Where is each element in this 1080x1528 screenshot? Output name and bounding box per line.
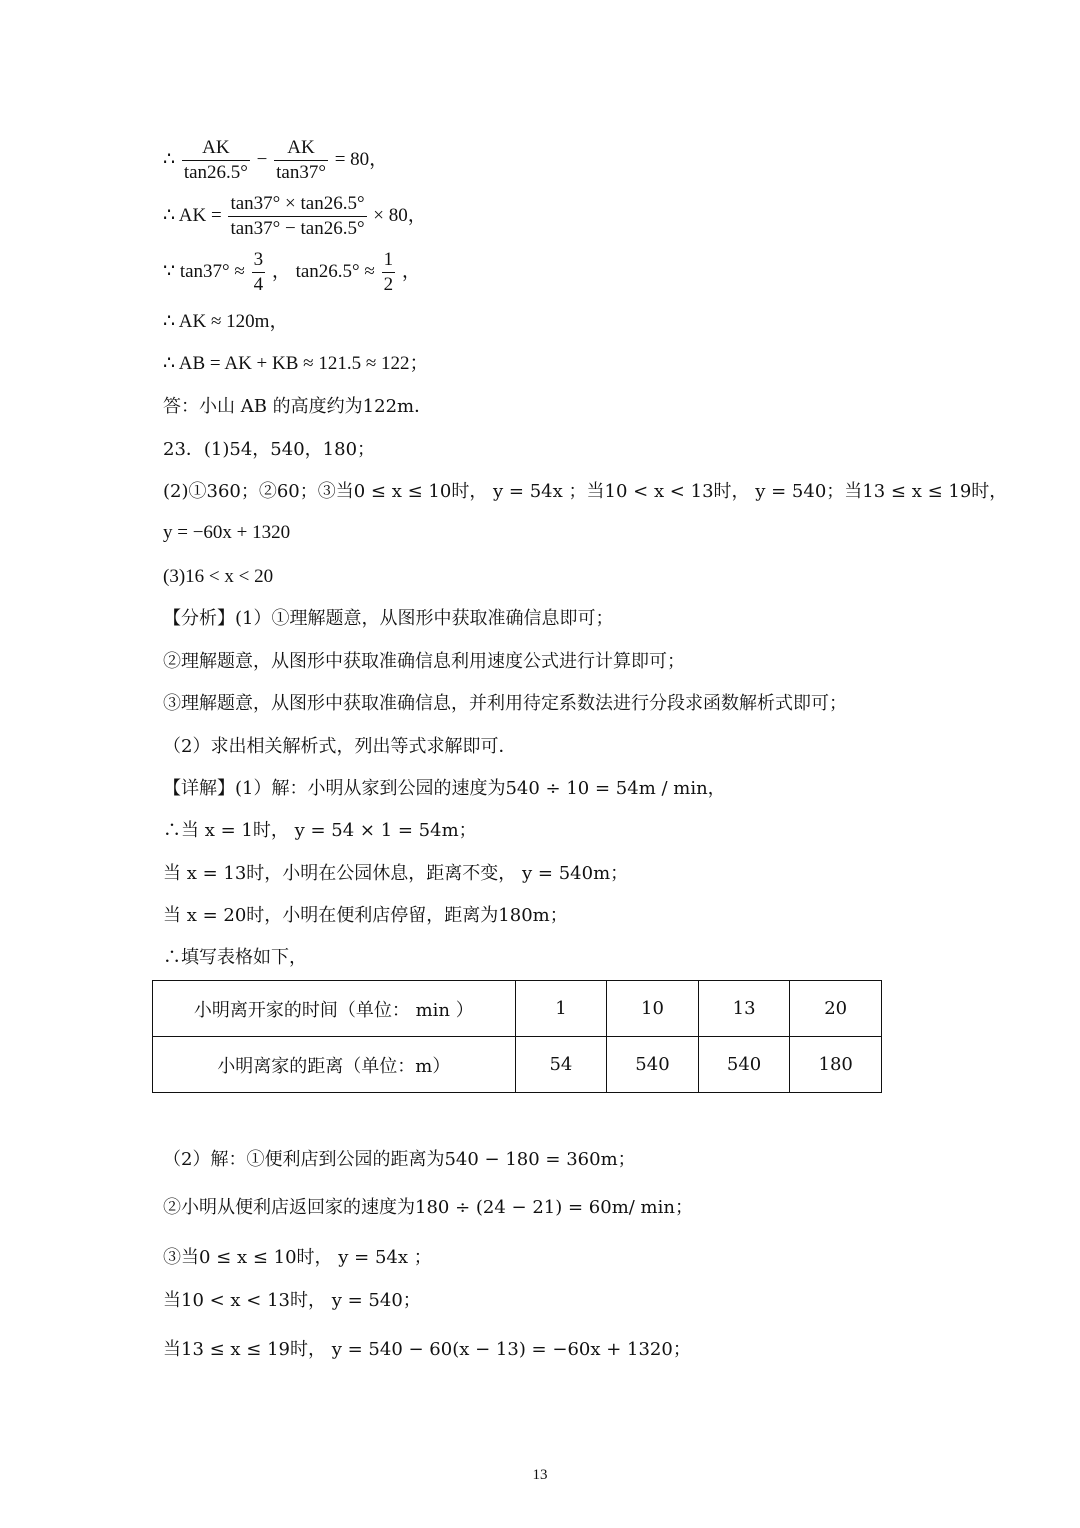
answer-line: 答：小山 AB 的高度约为122m．	[163, 396, 433, 417]
table-cell: 180	[790, 1037, 882, 1093]
question-23-part-2-cont: y = −60x + 1320	[163, 522, 291, 543]
solution-line-4: 当10 < x < 13时， y = 540；	[163, 1290, 421, 1311]
therefore-symbol: ∴	[163, 148, 176, 170]
detail-line-5: ∴填写表格如下，	[163, 947, 307, 968]
data-table	[152, 980, 882, 1093]
table-cell: 13	[698, 981, 790, 1037]
solution-line-2: ②小明从便利店返回家的速度为180 ÷ (24 − 21) = 60m/ min；	[163, 1197, 693, 1218]
page-number: 13	[532, 1467, 548, 1483]
table-header-cell: 小明离家的距离（单位：m）	[153, 1037, 516, 1093]
table-cell: 540	[698, 1037, 790, 1093]
analysis-line-3: ③理解题意，从图形中获取准确信息，并利用待定系数法进行分段求函数解析式即可；	[163, 693, 847, 714]
fraction: $\frac{1}{2}$	[383, 249, 394, 295]
analysis-line-2: ②理解题意，从图形中获取准确信息利用速度公式进行计算即可；	[163, 651, 685, 672]
table-header-cell: 小明离开家的时间（单位： min ）	[153, 981, 516, 1037]
detail-line-4: 当 x = 20时，小明在便利店停留，距离为180m；	[163, 905, 568, 926]
text-line-4: ∴ AK ≈ 120m，	[163, 311, 289, 332]
table-row	[153, 1037, 882, 1093]
fraction: $\frac{AK}{\tan 26.5^\circ}$	[183, 137, 248, 183]
solution-line-3: ③当0 ≤ x ≤ 10时， y = 54x ；	[163, 1247, 432, 1268]
table-cell: 10	[607, 981, 699, 1037]
equation-line-2: ∴ AK = $\frac{\tan 37^\circ \times \tan 26.5^\circ}{\tan 37^\circ - \tan 26.5^\circ}$ × 80，	[163, 193, 427, 239]
solution-line-5: 当13 ≤ x ≤ 19时， y = 540 − 60(x − 13) = −60x + 1320；	[163, 1339, 691, 1360]
table-cell: 540	[607, 1037, 699, 1093]
analysis-line-1: 【分析】(1）①理解题意，从图形中获取准确信息即可；	[163, 608, 614, 629]
detail-line-2: ∴当 x = 1时， y = 54 × 1 = 54m；	[163, 820, 477, 841]
analysis-line-4: （2）求出相关解析式，列出等式求解即可．	[163, 736, 517, 757]
solution-line-1: （2）解：①便利店到公园的距离为540 − 180 = 360m；	[163, 1149, 636, 1170]
table-cell: 1	[515, 981, 607, 1037]
question-23-part-3: (3)16 < x < 20	[163, 566, 274, 587]
table-cell: 54	[515, 1037, 607, 1093]
table-cell: 20	[790, 981, 882, 1037]
question-23-part-1: 23．(1)54，540，180；	[163, 439, 376, 460]
equation-line-1: ∴ $\frac{AK}{\tan 26.5^\circ}$ − $\frac{AK}{\tan 37^\circ}$ = 80，	[163, 137, 389, 183]
detail-line-3: 当 x = 13时，小明在公园休息，距离不变， y = 540m；	[163, 863, 629, 884]
text-line-5: ∴ AB = AK + KB ≈ 121.5 ≈ 122；	[163, 353, 429, 374]
question-23-part-2: (2)①360；②60；③当0 ≤ x ≤ 10时， y = 54x ；当10 < x < 13时， y = 540；当13 ≤ x ≤ 19时，	[163, 481, 1008, 502]
detail-line-1: 【详解】(1）解：小明从家到公园的速度为540 ÷ 10 = 54m / min，	[163, 778, 726, 799]
fraction: $\frac{3}{4}$	[253, 249, 264, 295]
table-row	[153, 981, 882, 1037]
fraction: $\frac{\tan 37^\circ \times \tan 26.5^\circ}{\tan 37^\circ - \tan 26.5^\circ}$	[230, 193, 365, 239]
fraction: $\frac{AK}{\tan 37^\circ}$	[276, 137, 326, 183]
equation-line-3: ∵ tan37° ≈ $\frac{3}{4}$ ， tan26.5° ≈ $\frac{1}{2}$ ，	[163, 249, 421, 295]
